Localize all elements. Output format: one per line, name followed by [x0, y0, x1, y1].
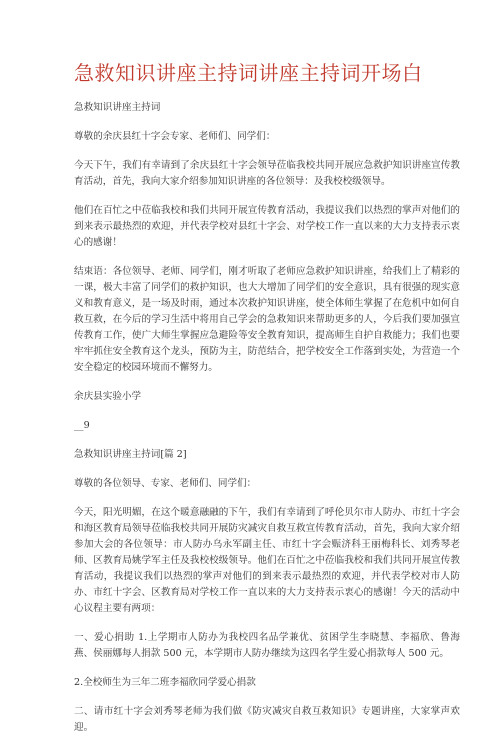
paragraph-intro-2: 今天，阳光明媚，在这个暖意融融的下午，我们有幸请到了呼伦贝尔市人防办、市红十字会和海区教育局领导莅临我校共同开展防灾减灾自救互救宣传教育活动，首先，我向大家介绍参加大会的各位领导：市人防办乌永军副主任、市红十字会赈济科王丽梅科长、刘秀琴老师、区教育局姚学军主任及我校校级领导。他们在百忙之中莅临我校和我们共同开展宣传教育活动，我提议我们以热烈的掌声对他们的到来表示最热烈的欢迎，并代表学校对市人防办、市红十字会、区教育局对学校工作一直以来的大力支持表示衷心的感谢！今天的活动中心议程主要有两项： [74, 507, 460, 614]
paragraph-section-2-title: 急救知识讲座主持词[篇 2] [74, 449, 187, 460]
paragraph-number: __9 [74, 420, 90, 431]
paragraph-intro: 今天下午，我们有幸请到了余庆县红十字会领导莅临我校共同开展应急救护知识讲座宣传教育活动，首先，我向大家介绍参加知识讲座的各位领导：及我校校级领导。 [74, 160, 460, 187]
paragraph-greeting: 尊敬的余庆县红十字会专家、老师们、同学们： [74, 131, 276, 142]
paragraph-lecture: 二、请市红十字会刘秀琴老师为我们做《防灾减灾自救互救知识》专题讲座，大家掌声欢迎。 [74, 706, 460, 733]
paragraph-welcome: 他们在百忙之中莅临我校和我们共同开展宣传教育活动，我提议我们以热烈的掌声对他们的到来表示最热烈的欢迎，并代表学校对县红十字会、对学校工作一直以来的大力支持表示衷心的感谢！ [74, 205, 460, 248]
document-title: 急救知识讲座主持词讲座主持词开场白 [74, 61, 423, 85]
paragraph-greeting-2: 尊敬的各位领导、专家、老师们、同学们： [74, 478, 257, 489]
paragraph-school: 余庆县实验小学 [74, 391, 142, 402]
paragraph-donation: 一、爱心捐助 1.上学期市人防办为我校四名品学兼优、贫困学生李晓慧、李福欣、鲁海燕、侯丽娜每人捐款 500 元，本学期市人防办继续为这四名学生爱心捐款每人 500 元。 [74, 632, 460, 659]
paragraph-closing: 结束语：各位领导、老师、同学们，刚才听取了老师应急救护知识讲座，给我们上了精彩的一课，极大丰富了同学们的救护知识，也大大增加了同学们的安全意识，具有很强的现实意义和教育意义，是一场及时雨，通过本次救护知识讲座，使全体师生掌握了在危机中如何自救互救，在今后的学习生活中将用自己学会的急救知识来帮助更多的人，今后我们要加强宣传教育工作，使广大师生掌握应急避险等安全教育知识，提高师生自护自救能力；我们也要牢牢抓住安全教育这个龙头，预防为主，防范结合，把学校安全工作落到实处，为营造一个安全稳定的校园环境而不懈努力。 [74, 266, 460, 373]
paragraph-subtitle: 急救知识讲座主持词 [74, 102, 161, 113]
paragraph-donation-2: 2.全校师生为三年二班李福欣同学爱心捐款 [74, 677, 256, 688]
